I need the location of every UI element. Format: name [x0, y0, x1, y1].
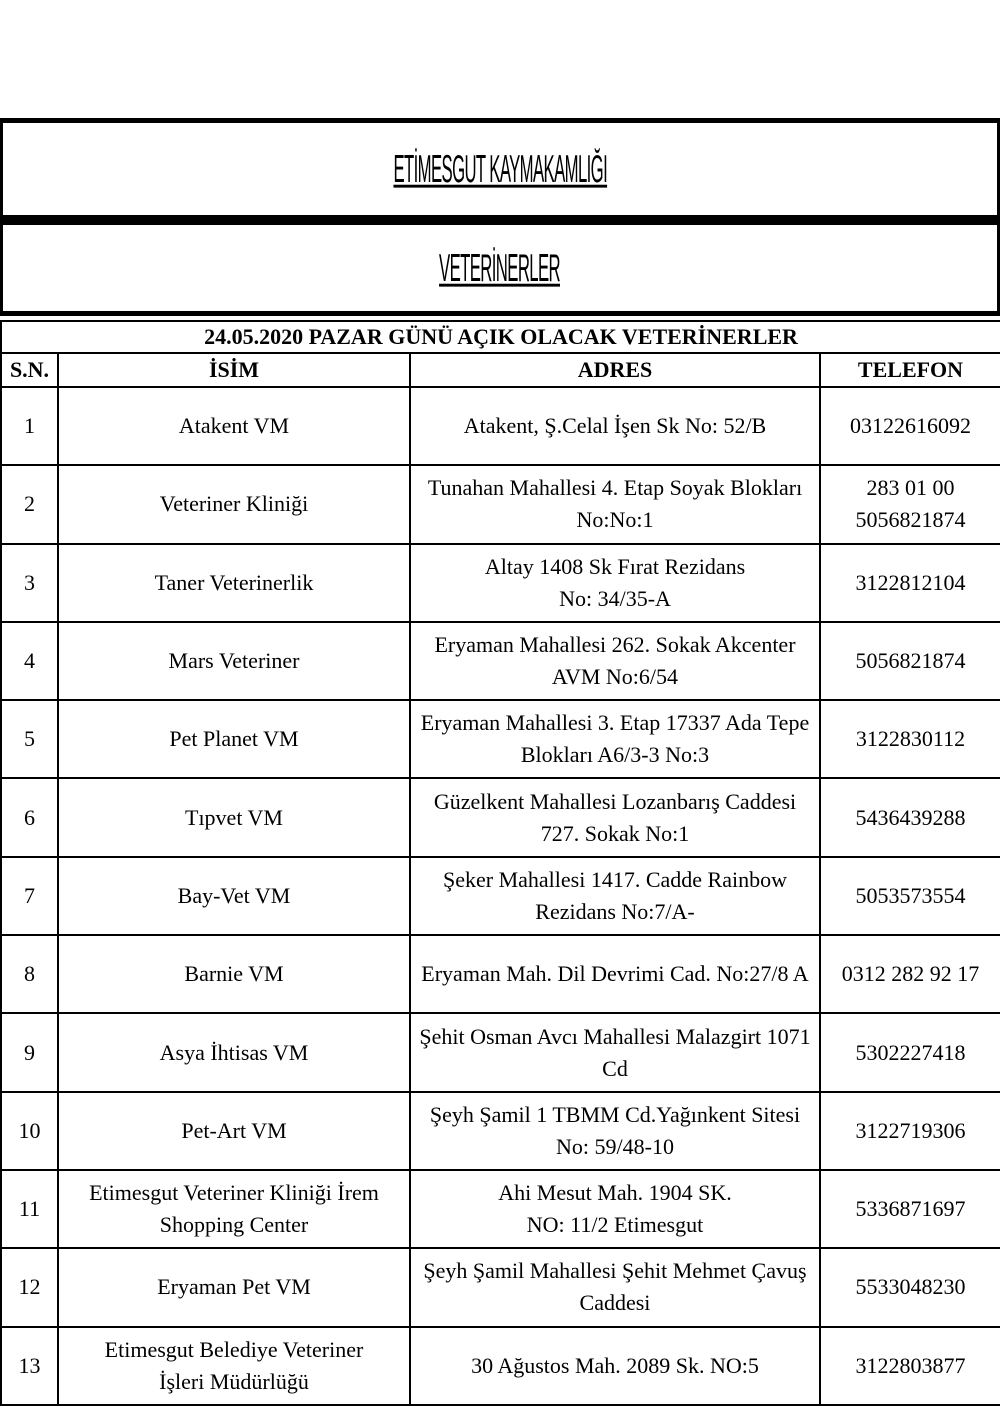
table-title-row: [1, 321, 1000, 353]
row-number: 11: [1, 1170, 58, 1248]
row-number: 6: [1, 778, 58, 856]
table-row: [1, 935, 1000, 1013]
column-header-phone: TELEFON: [820, 353, 1000, 387]
column-header-sn: S.N.: [1, 353, 58, 387]
row-number: 5: [1, 700, 58, 778]
row-number: 2: [1, 465, 58, 543]
veterinarians-table: [0, 320, 1000, 1406]
column-header-name: İSİM: [58, 353, 410, 387]
table-header-row: [1, 353, 1000, 387]
vet-address: Tunahan Mahallesi 4. Etap Soyak Blokları No:No:1: [410, 465, 820, 543]
vet-phone: 3122803877: [820, 1327, 1000, 1405]
vet-name: Asya İhtisas VM: [58, 1013, 410, 1091]
vet-phone: 5336871697: [820, 1170, 1000, 1248]
vet-phone: 5302227418: [820, 1013, 1000, 1091]
vet-phone: 5436439288: [820, 778, 1000, 856]
vet-address: Eryaman Mahallesi 3. Etap 17337 Ada Tepe Blokları A6/3-3 No:3: [410, 700, 820, 778]
table-row: [1, 1170, 1000, 1248]
vet-name: Bay-Vet VM: [58, 857, 410, 935]
row-number: 1: [1, 387, 58, 465]
vet-name: Pet-Art VM: [58, 1092, 410, 1170]
vet-phone: 3122830112: [820, 700, 1000, 778]
vet-phone: 3122812104: [820, 544, 1000, 622]
row-number: 3: [1, 544, 58, 622]
office-banner: [0, 118, 1000, 221]
vet-phone: 0312 282 92 17: [820, 935, 1000, 1013]
vet-name: Eryaman Pet VM: [58, 1248, 410, 1326]
row-number: 13: [1, 1327, 58, 1405]
table-row: [1, 1092, 1000, 1170]
vet-phone: 5053573554: [820, 857, 1000, 935]
vet-name: Etimesgut Veteriner Kliniği İrem Shopping Center: [58, 1170, 410, 1248]
table-row: [1, 387, 1000, 465]
table-row: [1, 1327, 1000, 1405]
vet-address: Güzelkent Mahallesi Lozanbarış Caddesi 727. Sokak No:1: [410, 778, 820, 856]
vet-name: Pet Planet VM: [58, 700, 410, 778]
table-row: [1, 778, 1000, 856]
table-row: [1, 544, 1000, 622]
table-row: [1, 622, 1000, 700]
vet-name: Veteriner Kliniği: [58, 465, 410, 543]
section-banner: [0, 221, 1000, 316]
vet-phone: 3122719306: [820, 1092, 1000, 1170]
vet-name: Atakent VM: [58, 387, 410, 465]
row-number: 12: [1, 1248, 58, 1326]
row-number: 4: [1, 622, 58, 700]
vet-address: Şeyh Şamil Mahallesi Şehit Mehmet Çavuş Caddesi: [410, 1248, 820, 1326]
row-number: 8: [1, 935, 58, 1013]
vet-name: Taner Veterinerlik: [58, 544, 410, 622]
row-number: 9: [1, 1013, 58, 1091]
vet-phone: 03122616092: [820, 387, 1000, 465]
vet-address: Şehit Osman Avcı Mahallesi Malazgirt 1071 Cd: [410, 1013, 820, 1091]
row-number: 10: [1, 1092, 58, 1170]
vet-address: Şeyh Şamil 1 TBMM Cd.Yağınkent Sitesi No: 59/48-10: [410, 1092, 820, 1170]
vet-name: Mars Veteriner: [58, 622, 410, 700]
column-header-address: ADRES: [410, 353, 820, 387]
vet-phone: 5533048230: [820, 1248, 1000, 1326]
table-row: [1, 465, 1000, 543]
vet-name: Barnie VM: [58, 935, 410, 1013]
vet-phone: 283 01 00 5056821874: [820, 465, 1000, 543]
vet-address: Altay 1408 Sk Fırat Rezidans No: 34/35-A: [410, 544, 820, 622]
vet-address: Şeker Mahallesi 1417. Cadde Rainbow Rezidans No:7/A-: [410, 857, 820, 935]
table-row: [1, 1248, 1000, 1326]
table-row: [1, 857, 1000, 935]
table-row: [1, 1013, 1000, 1091]
office-title: ETİMESGUT KAYMAKAMLIĞI: [393, 146, 607, 191]
vet-address: Atakent, Ş.Celal İşen Sk No: 52/B: [410, 387, 820, 465]
vet-name: Etimesgut Belediye Veteriner İşleri Müdürlüğü: [58, 1327, 410, 1405]
vet-address: 30 Ağustos Mah. 2089 Sk. NO:5: [410, 1327, 820, 1405]
vet-address: Eryaman Mahallesi 262. Sokak Akcenter AVM No:6/54: [410, 622, 820, 700]
row-number: 7: [1, 857, 58, 935]
table-title: 24.05.2020 PAZAR GÜNÜ AÇIK OLACAK VETERİNERLER: [1, 321, 1000, 353]
vet-address: Ahi Mesut Mah. 1904 SK. NO: 11/2 Etimesgut: [410, 1170, 820, 1248]
section-title: VETERİNERLER: [439, 245, 561, 290]
vet-name: Tıpvet VM: [58, 778, 410, 856]
table-row: [1, 700, 1000, 778]
vet-phone: 5056821874: [820, 622, 1000, 700]
vet-address: Eryaman Mah. Dil Devrimi Cad. No:27/8 A: [410, 935, 820, 1013]
